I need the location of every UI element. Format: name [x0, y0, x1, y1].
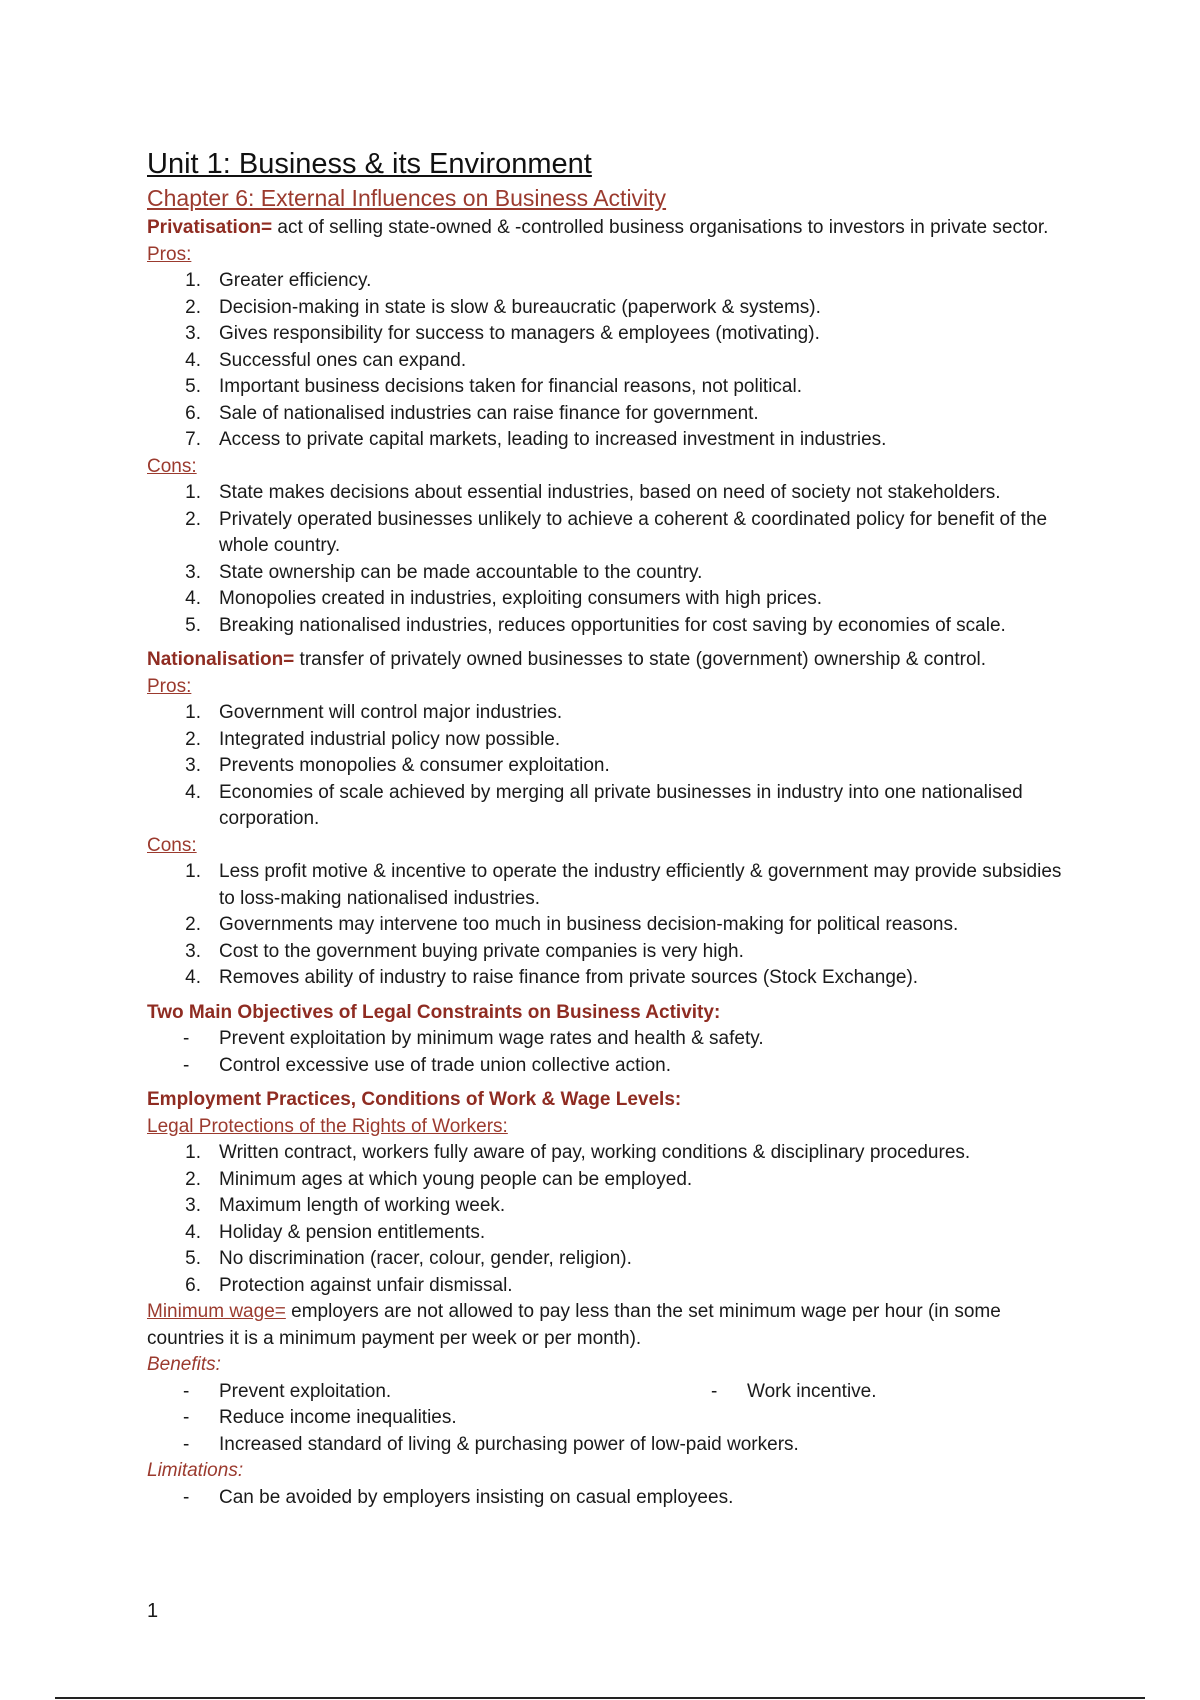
nationalisation-cons-list [147, 859, 1067, 992]
document-page [147, 140, 1067, 1511]
protections-label: Legal Protections of the Rights of Workers: [147, 1115, 508, 1137]
benefits-label: Benefits: [147, 1354, 221, 1375]
list-item: - Reduce income inequalities. [183, 1407, 457, 1428]
list-item: 1. State makes decisions about essential industries, based on need of society not stakeholders. [185, 482, 1001, 503]
list-item: 3. Cost to the government buying private companies is very high. [185, 940, 744, 962]
list-item: 5. Important business decisions taken for financial reasons, not political. [185, 376, 802, 397]
list-item: 5. Breaking nationalised industries, reduces opportunities for cost saving by economies of scale. [185, 614, 1006, 636]
benefits-list-row [147, 1379, 1067, 1406]
legal-constraints-heading: Two Main Objectives of Legal Constraints on Business Activity: [147, 1001, 721, 1023]
list-item: 3. Gives responsibility for success to managers & employees (motivating). [185, 323, 820, 344]
list-item: 7. Access to private capital markets, leading to increased investment in industries. [185, 429, 887, 450]
list-item: 5. No discrimination (racer, colour, gender, religion). [185, 1248, 632, 1269]
list-item: - Prevent exploitation. [183, 1380, 392, 1402]
employment-heading: Employment Practices, Conditions of Work & Wage Levels: [147, 1089, 682, 1110]
bottom-divider [55, 1697, 1145, 1699]
list-item: - Increased standard of living & purchasing power of low-paid workers. [183, 1433, 799, 1455]
list-item: 3. State ownership can be made accountable to the country. [185, 561, 703, 583]
list-item: 2. Integrated industrial policy now possible. [185, 728, 561, 750]
list-item: 6. Protection against unfair dismissal. [185, 1274, 513, 1296]
privatisation-cons-label: Cons: [147, 455, 197, 477]
list-item: 1. Greater efficiency. [185, 270, 372, 291]
list-item: 6. Sale of nationalised industries can raise finance for government. [185, 402, 759, 424]
nationalisation-definition: Nationalisation= transfer of privately owned businesses to state (government) ownership & control. [147, 649, 987, 670]
nationalisation-term: Nationalisation= [147, 649, 295, 670]
nationalisation-pros-list [147, 700, 1067, 833]
minimum-wage-definition: Minimum wage= employers are not allowed to pay less than the set minimum wage per hour (in some countries it is a minimum payment per week or per month). [147, 1301, 1001, 1349]
privatisation-pros-label: Pros: [147, 243, 192, 265]
list-item: 4. Economies of scale achieved by merging all private businesses in industry into one nationalised corporation. [185, 781, 1023, 829]
list-item: 1. Less profit motive & incentive to operate the industry efficiently & government may provide subsidies to loss-making nationalised industries. [185, 861, 1062, 909]
list-item: - Prevent exploitation by minimum wage rates and health & safety. [183, 1028, 764, 1049]
list-item: 4. Holiday & pension entitlements. [185, 1221, 486, 1243]
list-item: - Can be avoided by employers insisting on casual employees. [183, 1486, 734, 1508]
page-number: 1 [147, 1600, 159, 1622]
list-item: - Work incentive. [711, 1380, 877, 1402]
list-item: 4. Monopolies created in industries, exploiting consumers with high prices. [185, 588, 823, 609]
list-item: 3. Maximum length of working week. [185, 1195, 506, 1216]
limitations-list [147, 1485, 1067, 1512]
list-item: 4. Removes ability of industry to raise finance from private sources (Stock Exchange). [185, 967, 919, 988]
benefits-list [147, 1405, 1067, 1458]
unit-title: Unit 1: Business & its Environment [147, 148, 592, 180]
list-item: 2. Minimum ages at which young people can be employed. [185, 1168, 693, 1190]
limitations-label: Limitations: [147, 1460, 244, 1481]
list-item: - Control excessive use of trade union collective action. [183, 1054, 672, 1076]
nationalisation-pros-label: Pros: [147, 675, 192, 697]
list-item: 1. Written contract, workers fully aware of pay, working conditions & disciplinary procedures. [185, 1142, 971, 1163]
list-item: 2. Decision-making in state is slow & bureaucratic (paperwork & systems). [185, 296, 821, 318]
privatisation-cons-list [147, 480, 1067, 639]
list-item: 1. Government will control major industries. [185, 702, 563, 723]
nationalisation-cons-label: Cons: [147, 834, 197, 856]
minimum-wage-term: Minimum wage= [147, 1301, 286, 1322]
list-item: 2. Governments may intervene too much in business decision-making for political reasons. [185, 914, 959, 935]
list-item: 3. Prevents monopolies & consumer exploitation. [185, 755, 610, 776]
privatisation-pros-list [147, 268, 1067, 454]
privatisation-definition: Privatisation= act of selling state-owned & -controlled business organisations to investors in private sector. [147, 217, 1049, 238]
list-item: 4. Successful ones can expand. [185, 349, 467, 371]
protections-list [147, 1140, 1067, 1299]
legal-constraints-list [147, 1026, 1067, 1079]
privatisation-term: Privatisation= [147, 217, 273, 238]
chapter-title: Chapter 6: External Influences on Business Activity [147, 185, 667, 211]
list-item: 2. Privately operated businesses unlikely to achieve a coherent & coordinated policy for benefit of the whole country. [185, 508, 1048, 556]
